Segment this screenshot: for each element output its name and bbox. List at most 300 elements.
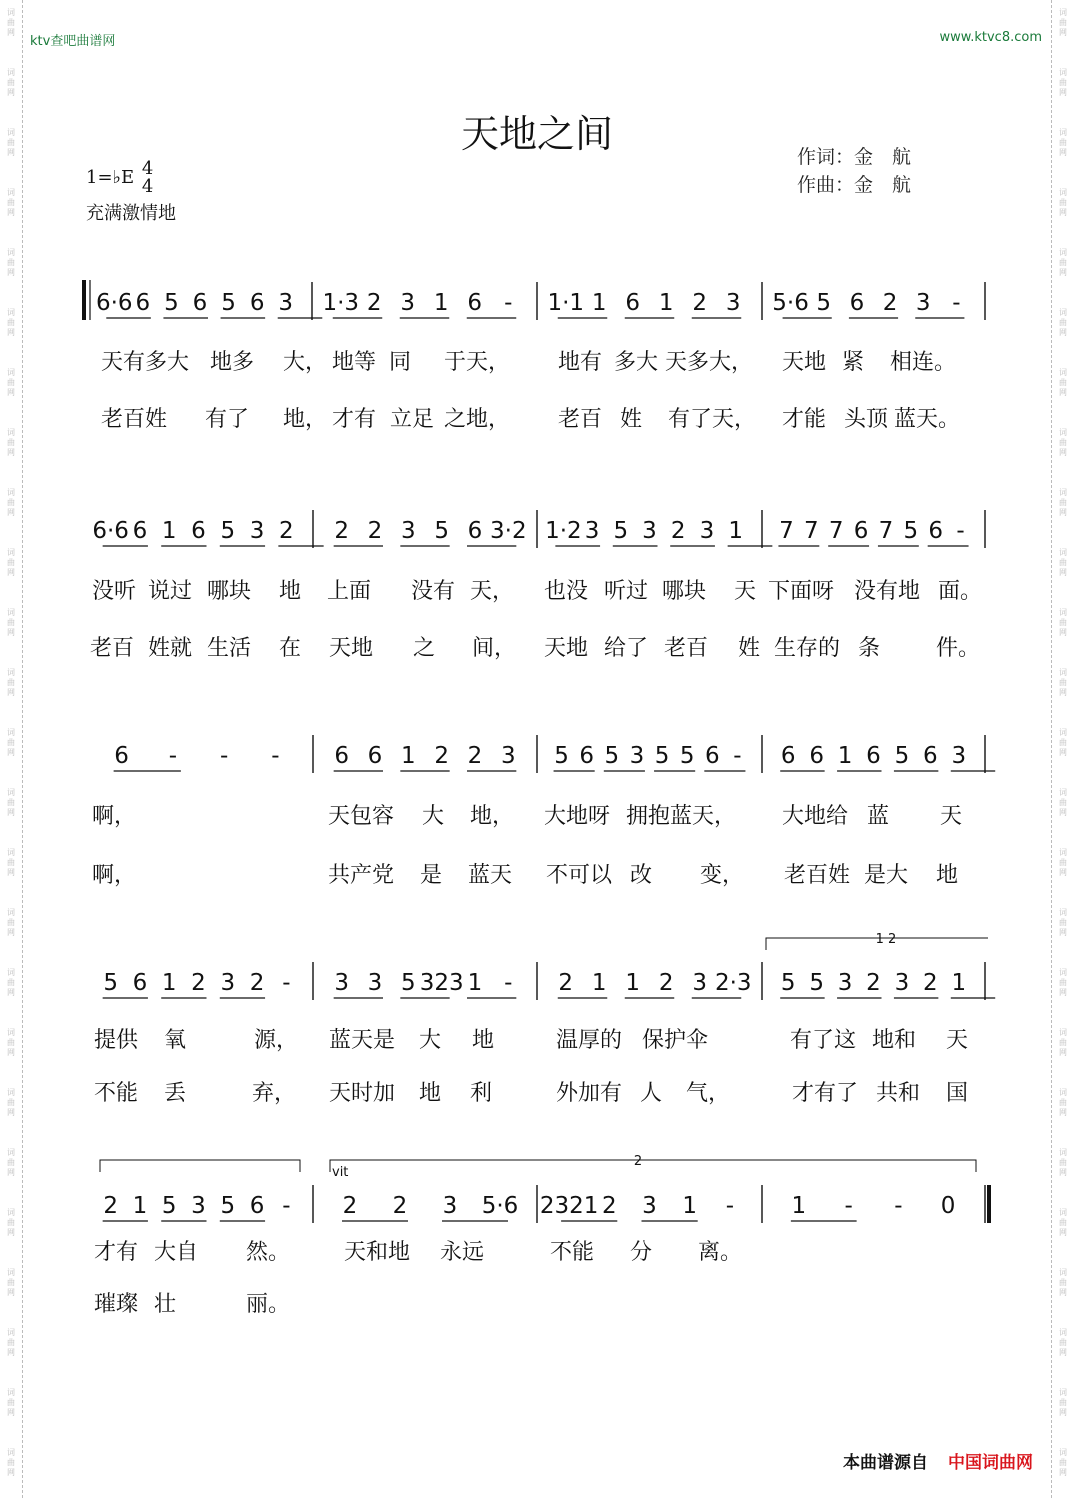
lyric-word: 外加有 xyxy=(556,1081,623,1106)
side-watermark: 词 曲 网 xyxy=(1059,1388,1067,1417)
lyric-line xyxy=(0,574,1074,604)
note: 3 xyxy=(915,290,931,316)
note: 3 xyxy=(699,518,715,544)
lyric-word: 天 xyxy=(946,1028,969,1053)
lyric-word: 给了 xyxy=(604,636,649,661)
lyric-word: 地， xyxy=(283,407,328,432)
side-watermark: 词 曲 网 xyxy=(1059,608,1067,637)
note: 2 xyxy=(882,290,898,316)
note: 3 xyxy=(584,518,600,544)
note: 1 xyxy=(658,290,674,316)
note: 6 xyxy=(135,290,151,316)
note: 3 xyxy=(951,743,967,769)
side-watermark: 词 曲 网 xyxy=(1059,728,1067,757)
lyric-word: 姓 xyxy=(620,407,643,432)
note: 5 xyxy=(221,290,236,316)
lyric-word: 分 xyxy=(630,1240,653,1265)
lyric-word: 大 xyxy=(422,804,445,829)
note: 2321 xyxy=(539,1193,599,1219)
lyric-word: 大自 xyxy=(154,1240,199,1265)
note: 1·1 xyxy=(547,290,585,316)
lyric-word: 老百姓 xyxy=(784,863,851,888)
lyric-word: 也没 xyxy=(544,579,589,604)
side-watermark: 词 曲 网 xyxy=(1059,68,1067,97)
dash-note: - xyxy=(504,970,513,996)
lyric-word: 生活 xyxy=(207,636,252,661)
lyric-word: 老百姓 xyxy=(101,407,168,432)
side-watermark: 词 曲 网 xyxy=(7,1088,15,1117)
note: 6 xyxy=(625,290,641,316)
side-watermark: 词 曲 网 xyxy=(7,68,15,97)
lyric-word: 有了这 xyxy=(790,1028,857,1053)
note: 5 xyxy=(679,743,695,769)
note: 1 xyxy=(625,970,641,996)
note: 3 xyxy=(400,290,416,316)
dash-note: - xyxy=(952,290,961,316)
lyric-word: 哪块 xyxy=(662,579,707,604)
volta-label: 1 2 xyxy=(875,932,897,947)
side-watermark: 词 曲 网 xyxy=(1059,548,1067,577)
note: 3 xyxy=(278,290,294,316)
performance-marking: vit xyxy=(332,1165,349,1180)
side-watermark: 词 曲 网 xyxy=(7,188,15,217)
note: 3 xyxy=(220,970,236,996)
note: 2 xyxy=(692,290,708,316)
side-watermark: 词 曲 网 xyxy=(7,788,15,817)
note: 3 xyxy=(501,743,516,769)
lyric-word: 生存的 xyxy=(774,636,841,661)
note: 1 xyxy=(951,970,967,996)
side-watermark: 词 曲 网 xyxy=(7,908,15,937)
note: 323 xyxy=(419,970,464,996)
lyric-word: 在 xyxy=(279,636,302,661)
lyric-word: 地 xyxy=(279,579,302,604)
note: 2 xyxy=(249,970,265,996)
lyric-word: 共和 xyxy=(876,1081,921,1106)
note: 6 xyxy=(780,743,796,769)
note: 6 xyxy=(367,743,383,769)
lyric-word: 才有 xyxy=(332,407,377,432)
dash-note: - xyxy=(282,970,291,996)
lyric-word: 天时加 xyxy=(329,1081,396,1106)
note: 5 xyxy=(554,743,569,769)
note: 2 xyxy=(279,518,294,544)
lyric-word: 丽。 xyxy=(246,1292,291,1317)
side-watermark: 词 曲 网 xyxy=(7,368,15,397)
lyric-word: 相连。 xyxy=(890,350,957,375)
note: 6·6 xyxy=(92,518,129,544)
dash-note: - xyxy=(282,1193,291,1219)
note: 6 xyxy=(249,290,265,316)
note: 6 xyxy=(132,970,148,996)
lyric-word: 气， xyxy=(686,1081,731,1106)
site-name-left[interactable]: ktv查吧曲谱网 xyxy=(30,34,116,49)
note: 6 xyxy=(809,743,824,769)
side-watermark: 词 曲 网 xyxy=(7,1328,15,1357)
note: 3 xyxy=(629,743,645,769)
dash-note: - xyxy=(271,743,280,769)
dash-note: - xyxy=(168,743,178,769)
lyric-word: 改 xyxy=(630,863,653,888)
side-watermark: 词 曲 网 xyxy=(1059,1268,1067,1297)
repeat-start-bar xyxy=(82,280,86,320)
note: 2 xyxy=(342,1193,358,1219)
lyric-word: 地有 xyxy=(558,350,603,375)
lyric-word: 弃， xyxy=(252,1081,297,1106)
lyric-word: 变， xyxy=(700,863,745,888)
note: 2 xyxy=(392,1193,408,1219)
note: 6 xyxy=(191,518,206,544)
note: 1 xyxy=(682,1193,698,1219)
side-watermark: 词 曲 网 xyxy=(1059,1028,1067,1057)
note: 3 xyxy=(249,518,265,544)
note: 3 xyxy=(894,970,910,996)
note: 6 xyxy=(704,743,720,769)
lyric-word: 没有 xyxy=(411,579,456,604)
side-watermark: 词 曲 网 xyxy=(7,1148,15,1177)
lyric-word: 地和 xyxy=(872,1028,917,1053)
side-watermark: 词 曲 网 xyxy=(7,488,15,517)
note: 7 xyxy=(878,518,894,544)
note: 5 xyxy=(613,518,629,544)
note: 5 xyxy=(816,290,832,316)
lyric-word: 立足 xyxy=(390,407,435,432)
note: 6·6 xyxy=(95,290,133,316)
lyric-word: 上面 xyxy=(327,579,372,604)
lyric-line xyxy=(0,402,1074,432)
note: 2 xyxy=(558,970,574,996)
side-watermark: 词 曲 网 xyxy=(1059,848,1067,877)
note: 5 xyxy=(809,970,824,996)
side-watermark: 词 曲 网 xyxy=(7,608,15,637)
lyric-word: 保护伞 xyxy=(642,1028,709,1053)
lyric-word: 下面呀 xyxy=(768,579,835,604)
note: 6 xyxy=(849,290,865,316)
note: 5 xyxy=(103,970,118,996)
note: 6 xyxy=(249,1193,265,1219)
lyric-word: 丢 xyxy=(164,1081,187,1106)
side-watermark: 词 曲 网 xyxy=(7,848,15,877)
note: 5 xyxy=(604,743,620,769)
final-barline xyxy=(987,1185,991,1223)
note: 5 xyxy=(434,518,449,544)
lyric-word: 天多大， xyxy=(665,350,754,375)
lyric-word: 哪块 xyxy=(207,579,252,604)
footer-label: 本曲谱源自 xyxy=(843,1453,928,1473)
note: 5 xyxy=(894,743,910,769)
lyric-word: 氧 xyxy=(164,1028,187,1053)
side-watermark: 词 曲 网 xyxy=(7,8,15,37)
note: 6 xyxy=(114,743,129,769)
note: 2 xyxy=(367,518,383,544)
note: 3 xyxy=(725,290,741,316)
lyric-word: 拥抱蓝天， xyxy=(626,804,737,829)
lyric-word: 不能 xyxy=(94,1081,139,1106)
note: 5 xyxy=(780,970,796,996)
note: 2 xyxy=(434,743,449,769)
lyric-word: 地， xyxy=(470,804,515,829)
note: 3 xyxy=(837,970,853,996)
volta-bracket xyxy=(330,1160,976,1172)
note: 1 xyxy=(433,290,449,316)
lyric-word: 利 xyxy=(470,1081,493,1106)
lyric-word: 天地 xyxy=(544,636,589,661)
lyric-word: 蓝天 xyxy=(468,863,513,888)
lyric-word: 地 xyxy=(936,863,959,888)
side-watermark: 词 曲 网 xyxy=(1059,188,1067,217)
note: 1 xyxy=(161,970,177,996)
volta-label: 2 xyxy=(633,1154,643,1169)
lyric-word: 面。 xyxy=(938,579,983,604)
note: 6 xyxy=(334,743,349,769)
note: 5·6 xyxy=(481,1193,519,1219)
note: 1·3 xyxy=(322,290,360,316)
note: 2 xyxy=(191,970,206,996)
lyric-word: 才有 xyxy=(94,1240,139,1265)
lyric-word: 之 xyxy=(413,636,436,661)
lyric-word: 地 xyxy=(472,1028,495,1053)
note: 6 xyxy=(467,290,483,316)
note: 1 xyxy=(467,970,483,996)
note: 1 xyxy=(837,743,853,769)
note: 1 xyxy=(591,970,607,996)
side-watermark: 词 曲 网 xyxy=(7,128,15,157)
lyric-line xyxy=(0,345,1074,375)
lyric-word: 天 xyxy=(734,579,757,604)
lyric-line xyxy=(0,631,1074,661)
lyric-word: 才能 xyxy=(782,407,827,432)
dash-note: - xyxy=(894,1193,903,1219)
lyric-word: 头顶 xyxy=(844,407,889,432)
lyric-word: 有了天， xyxy=(668,407,757,432)
note: 3 xyxy=(442,1193,458,1219)
lyric-word: 是大 xyxy=(864,863,909,888)
side-watermark: 词 曲 网 xyxy=(7,248,15,277)
lyric-word: 大 xyxy=(419,1028,442,1053)
lyric-word: 天包容 xyxy=(328,804,395,829)
lyric-word: 天地 xyxy=(782,350,827,375)
note: 6 xyxy=(467,518,483,544)
side-watermark: 词 曲 网 xyxy=(1059,128,1067,157)
side-watermark: 词 曲 网 xyxy=(7,728,15,757)
note: 1·2 xyxy=(545,518,582,544)
lyric-line xyxy=(0,799,1074,829)
lyric-word: 大， xyxy=(283,350,328,375)
note: 2 xyxy=(923,970,938,996)
note: 5 xyxy=(903,518,919,544)
note: 2 xyxy=(366,290,382,316)
lyric-line xyxy=(0,1076,1074,1106)
side-watermark: 词 曲 网 xyxy=(7,968,15,997)
lyric-word: 壮 xyxy=(154,1292,177,1317)
note: 2 xyxy=(467,743,483,769)
note: 3 xyxy=(642,518,657,544)
dash-note: - xyxy=(504,290,513,316)
lyric-word: 有了 xyxy=(205,407,250,432)
lyric-word: 国 xyxy=(946,1081,969,1106)
lyric-word: 听过 xyxy=(604,579,649,604)
dash-note: - xyxy=(725,1193,735,1219)
note: 3 xyxy=(367,970,383,996)
song-title: 天地之间 xyxy=(460,112,613,156)
lyric-word: 没听 xyxy=(92,579,137,604)
footer-source xyxy=(843,1448,1033,1473)
lyric-word: 姓 xyxy=(738,636,761,661)
note: 1 xyxy=(591,290,607,316)
side-watermark: 词 曲 网 xyxy=(1059,788,1067,817)
note: 0 xyxy=(940,1193,956,1219)
note: 2 xyxy=(670,518,686,544)
note: 6 xyxy=(866,743,881,769)
note: 5 xyxy=(654,743,670,769)
lyric-word: 不能 xyxy=(550,1240,595,1265)
lyric-word: 天有多大 xyxy=(101,350,190,375)
lyric-word: 天地 xyxy=(329,636,374,661)
note: 5 xyxy=(401,970,416,996)
dash-note: - xyxy=(956,518,965,544)
side-watermark: 词 曲 网 xyxy=(1059,8,1067,37)
side-watermark: 词 曲 网 xyxy=(7,308,15,337)
side-watermark: 词 曲 网 xyxy=(1059,908,1067,937)
side-watermark: 词 曲 网 xyxy=(7,1208,15,1237)
lyric-word: 天， xyxy=(470,579,515,604)
note: 5 xyxy=(220,518,236,544)
note: 6 xyxy=(132,518,148,544)
lyric-word: 老百 xyxy=(558,407,603,432)
note: 1 xyxy=(791,1193,807,1219)
side-watermark: 词 曲 网 xyxy=(1059,1448,1067,1477)
lyric-word: 老百 xyxy=(664,636,709,661)
dash-note: - xyxy=(219,743,229,769)
side-watermark: 词 曲 网 xyxy=(1059,248,1067,277)
note: 1 xyxy=(401,743,416,769)
note: 2 xyxy=(866,970,881,996)
lyric-line xyxy=(0,858,1074,888)
lyric-word: 大地给 xyxy=(782,804,849,829)
side-watermark: 词 曲 网 xyxy=(1059,668,1067,697)
footer-site-link[interactable]: 中国词曲网 xyxy=(948,1453,1033,1473)
note: 6 xyxy=(192,290,208,316)
lyric-line xyxy=(0,1023,1074,1053)
note: 2 xyxy=(658,970,674,996)
lyric-word: 共产党 xyxy=(328,863,395,888)
side-watermark: 词 曲 网 xyxy=(1059,1208,1067,1237)
side-watermark: 词 曲 网 xyxy=(1059,368,1067,397)
note: 5 xyxy=(161,1193,177,1219)
lyric-word: 件。 xyxy=(936,636,981,661)
lyric-word: 地多 xyxy=(210,350,255,375)
side-watermark: 词 曲 网 xyxy=(1059,1088,1067,1117)
time-sig-bottom: 4 xyxy=(141,176,154,197)
lyric-word: 然。 xyxy=(246,1240,291,1265)
lyric-word: 地 xyxy=(419,1081,442,1106)
note: 2 xyxy=(601,1193,617,1219)
lyric-word: 说过 xyxy=(148,579,193,604)
lyric-word: 大地呀 xyxy=(544,804,611,829)
lyric-word: 离。 xyxy=(698,1240,743,1265)
side-watermark: 词 曲 网 xyxy=(1059,968,1067,997)
lyric-word: 紧 xyxy=(842,350,865,375)
lyric-word: 没有地 xyxy=(854,579,921,604)
lyric-word: 源， xyxy=(254,1028,299,1053)
note: 6 xyxy=(923,743,938,769)
lyric-word: 蓝天。 xyxy=(894,407,961,432)
side-watermark: 词 曲 网 xyxy=(1059,1148,1067,1177)
note: 2·3 xyxy=(714,970,752,996)
lyric-word: 人 xyxy=(640,1081,663,1106)
dash-note: - xyxy=(733,743,742,769)
side-watermark: 词 曲 网 xyxy=(7,1028,15,1057)
note: 7 xyxy=(779,518,794,544)
lyric-line xyxy=(0,1287,1074,1317)
lyric-word: 提供 xyxy=(94,1028,139,1053)
lyricist-credit: 作词：金 航 xyxy=(797,146,912,168)
side-watermark: 词 曲 网 xyxy=(7,668,15,697)
note: 3 xyxy=(401,518,416,544)
note: 5 xyxy=(220,1193,236,1219)
note: 6 xyxy=(853,518,869,544)
lyric-line xyxy=(0,1235,1074,1265)
note: 7 xyxy=(828,518,844,544)
lyric-word: 条 xyxy=(858,636,881,661)
site-url-right[interactable]: www.ktvc8.com xyxy=(939,30,1042,45)
lyric-word: 天 xyxy=(940,804,963,829)
lyric-word: 地等 xyxy=(332,350,377,375)
tempo-marking: 充满激情地 xyxy=(86,203,176,224)
time-sig-top: 4 xyxy=(141,158,154,179)
note: 2 xyxy=(334,518,349,544)
lyric-word: 是 xyxy=(420,863,443,888)
lyric-word: 同 xyxy=(389,350,412,375)
lyric-word: 永远 xyxy=(440,1240,485,1265)
note: 3 xyxy=(191,1193,206,1219)
note: 3 xyxy=(334,970,349,996)
note: 7 xyxy=(803,518,819,544)
note: 3 xyxy=(692,970,708,996)
lyric-word: 蓝 xyxy=(867,804,890,829)
side-watermark: 词 曲 网 xyxy=(1059,428,1067,457)
note: 1 xyxy=(728,518,743,544)
side-watermark: 词 曲 网 xyxy=(7,1268,15,1297)
note: 5 xyxy=(164,290,179,316)
lyric-word: 多大 xyxy=(614,350,659,375)
lyric-word: 蓝天是 xyxy=(329,1028,396,1053)
side-watermark: 词 曲 网 xyxy=(7,428,15,457)
lyric-word: 温厚的 xyxy=(556,1028,623,1053)
note: 6 xyxy=(928,518,944,544)
side-watermark: 词 曲 网 xyxy=(7,548,15,577)
lyric-word: 才有了 xyxy=(792,1081,859,1106)
lyric-word: 璀璨 xyxy=(94,1292,139,1317)
side-watermark: 词 曲 网 xyxy=(7,1388,15,1417)
note: 1 xyxy=(132,1193,148,1219)
note: 6 xyxy=(579,743,595,769)
note: 3·2 xyxy=(490,518,527,544)
side-watermark: 词 曲 网 xyxy=(1059,1328,1067,1357)
lyric-word: 于天， xyxy=(444,350,511,375)
side-watermark: 词 曲 网 xyxy=(7,1448,15,1477)
lyric-word: 姓就 xyxy=(148,636,193,661)
dash-note: - xyxy=(844,1193,853,1219)
lyric-word: 啊， xyxy=(92,804,137,829)
composer-credit: 作曲：金 航 xyxy=(797,174,912,196)
volta-bracket xyxy=(100,1160,300,1172)
note: 2 xyxy=(103,1193,118,1219)
note: 3 xyxy=(642,1193,657,1219)
lyric-word: 不可以 xyxy=(546,863,613,888)
side-watermark: 词 曲 网 xyxy=(1059,488,1067,517)
side-watermark: 词 曲 网 xyxy=(1059,308,1067,337)
